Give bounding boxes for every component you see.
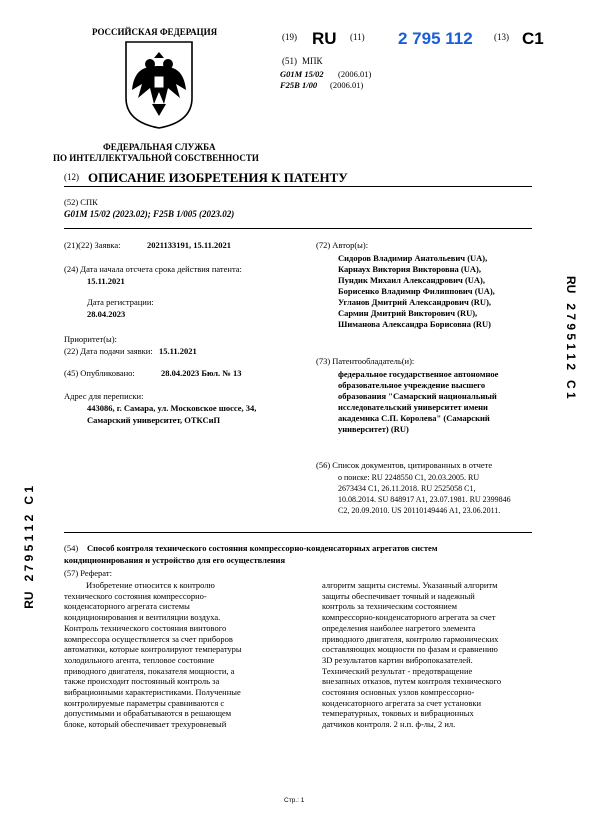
- mpk-code: (51): [282, 56, 297, 66]
- docs-line: 2673434 C1, 26.11.2018. RU 2525058 C1,: [338, 484, 476, 493]
- filing-value: 15.11.2021: [159, 346, 197, 356]
- term-label: (24) Дата начала отсчета срока действия патента:: [64, 264, 242, 274]
- holder-line: образования "Самарский национальный: [338, 391, 497, 401]
- author-item: Угланов Дмитрий Александрович (RU),: [338, 297, 492, 307]
- author-item: Пундик Михаил Александрович (UA),: [338, 275, 486, 285]
- abstract-line: 3D результатов картин вибропоказателей.: [322, 654, 473, 665]
- address-label: Адрес для переписки:: [64, 391, 144, 401]
- code-11: (11): [350, 32, 365, 42]
- term-value: 15.11.2021: [87, 276, 125, 286]
- holder-line: федеральное государственное автономное: [338, 369, 499, 379]
- docs-label: (56) Список документов, цитированных в отчете: [316, 460, 493, 470]
- title-rule: [64, 186, 532, 187]
- side-code-right: RU 2 7 9 5 1 1 2 C 1: [564, 276, 578, 399]
- docs-line: C2, 20.09.2010. US 20110149446 A1, 23.06.2011.: [338, 506, 501, 515]
- author-item: Сармин Дмитрий Викторович (RU),: [338, 308, 478, 318]
- code-19: (19): [282, 32, 297, 42]
- invention-title-line-2: кондиционирования и устройство для его осуществления: [64, 555, 286, 565]
- mpk2-class: F25B 1/00: [280, 80, 318, 90]
- application-value: 2021133191, 15.11.2021: [147, 240, 232, 250]
- document-title: ОПИСАНИЕ ИЗОБРЕТЕНИЯ К ПАТЕНТУ: [88, 170, 348, 185]
- mpk1-year: (2006.01): [338, 69, 372, 79]
- abstract-line: также происходит постоянный контроль за: [64, 676, 220, 687]
- address-line-1: 443086, г. Самара, ул. Московское шоссе, 34,: [87, 403, 257, 413]
- abstract-line: конденсаторного агрегата системы: [64, 601, 190, 612]
- side-code-left: RU 2 7 9 5 1 1 2 C 1: [22, 486, 36, 609]
- abstract-right-column: [322, 580, 554, 730]
- address-line-2: Самарский университет, ОТКСиП: [87, 415, 221, 425]
- abstract-line: технического состояния компрессорно-: [64, 590, 207, 601]
- holder-line: университет) (RU): [338, 424, 409, 434]
- federation-label: РОССИЙСКАЯ ФЕДЕРАЦИЯ: [92, 27, 218, 37]
- author-item: Карнаух Виктория Викторовна (UA),: [338, 264, 481, 274]
- abstract-line: автоматики, которые контролируют температуры: [64, 644, 242, 655]
- abstract-line: определения наиболее нагретого элемента: [322, 622, 476, 633]
- patent-number: 2 795 112: [398, 29, 473, 48]
- abstract-line: компрессорно-конденсаторного агрегата за счет: [322, 612, 496, 623]
- filing-label: (22) Дата подачи заявки:: [64, 346, 153, 356]
- author-item: Шиманова Александра Борисовна (RU): [338, 319, 492, 329]
- agency-line-2: ПО ИНТЕЛЛЕКТУАЛЬНОЙ СОБСТВЕННОСТИ: [53, 153, 259, 163]
- spk-rule: [64, 228, 532, 229]
- agency-line-1: ФЕДЕРАЛЬНАЯ СЛУЖБА: [103, 142, 216, 152]
- abstract-line: Контроль технического состояния винтового: [64, 622, 227, 633]
- abstract-line: Изобретение относится к контролю: [86, 580, 215, 590]
- holder-line: исследовательский университет имени: [338, 402, 488, 412]
- mpk1-class: G01M 15/02: [280, 69, 324, 79]
- title-code: (12): [64, 172, 79, 182]
- invention-rule: [64, 532, 532, 533]
- page-number: Стр.: 1: [284, 797, 305, 804]
- abstract-line: внезапных отказов, путем контроля технического: [322, 676, 502, 687]
- abstract-line: температурных, токовых и вибрационных: [322, 708, 474, 719]
- docs-line: о поиске: RU 2248550 C1, 20.03.2005. RU: [338, 473, 480, 482]
- mpk2-year: (2006.01): [330, 80, 364, 90]
- abstract-line: контроль за техническим состоянием: [322, 601, 457, 612]
- abstract-line: конденсаторного агрегата за счет установки: [322, 697, 482, 708]
- author-item: Сидоров Владимир Анатольевич (UA),: [338, 253, 488, 263]
- docs-line: 10.08.2014. SU 848917 A1, 23.07.1981. RU 2399846: [338, 495, 511, 504]
- abstract-line: Технический результат - предотвращение: [322, 665, 473, 676]
- abstract-line: приводного двигателя, показателя мощности, а: [64, 665, 235, 676]
- abstract-line: защиты обеспечивает точный и надежный: [322, 590, 475, 601]
- abstract-line: допустимыми и обрабатываются в решающем: [64, 708, 232, 719]
- author-list: [338, 253, 495, 330]
- registration-label: Дата регистрации:: [87, 297, 154, 307]
- abstract-label: (57) Реферат:: [64, 568, 112, 578]
- abstract-line: контролируемые параметры сравниваются с: [64, 697, 225, 708]
- country-code: RU: [312, 29, 337, 48]
- published-label: (45) Опубликовано:: [64, 368, 135, 378]
- holder-line: академика С.П. Королева" (Самарский: [338, 413, 490, 423]
- spk-label: (52) СПК: [64, 197, 98, 207]
- abstract-line: алгоритм защиты системы. Указанный алгоритм: [322, 580, 498, 590]
- abstract-line: блоке, который обеспечивает трехуровневый: [64, 719, 227, 730]
- priority-label: Приоритет(ы):: [64, 334, 117, 344]
- emblem-image: [124, 40, 194, 130]
- author-item: Борисенко Владимир Филиппович (UA),: [338, 286, 495, 296]
- kind-code: C1: [522, 29, 544, 48]
- docs-block: [338, 472, 511, 516]
- abstract-line: приводного двигателя, контролю гармонических: [322, 633, 499, 644]
- abstract-line: датчиков контроля. 2 н.п. ф-лы, 2 ил.: [322, 719, 456, 730]
- published-value: 28.04.2023 Бюл. № 13: [161, 368, 242, 378]
- abstract-line: вибрационными характеристиками. Полученные: [64, 687, 241, 698]
- abstract-line: компрессора осуществляется за счет приборов: [64, 633, 233, 644]
- authors-label: (72) Автор(ы):: [316, 240, 369, 250]
- abstract-line: холодильного агента, тепловое состояние: [64, 654, 215, 665]
- invention-title-line-1: Способ контроля технического состояния компрессорно-конденсаторных агрегатов систем: [87, 543, 438, 553]
- code-13: (13): [494, 32, 509, 42]
- registration-value: 28.04.2023: [87, 309, 126, 319]
- holder-block: [338, 369, 498, 435]
- spk-value: G01M 15/02 (2023.02); F25B 1/005 (2023.02): [64, 209, 235, 219]
- abstract-line: составляющих мощности по фазам и сравнению: [322, 644, 498, 655]
- application-label: (21)(22) Заявка:: [64, 240, 121, 250]
- abstract-line: состояния основных узлов компрессорно-: [322, 687, 475, 698]
- invention-code: (54): [64, 543, 79, 553]
- mpk-label: МПК: [302, 56, 323, 66]
- holder-label: (73) Патентообладатель(и):: [316, 356, 415, 366]
- holder-line: образовательное учреждение высшего: [338, 380, 486, 390]
- abstract-line: кондиционирования и вентиляции воздуха.: [64, 612, 221, 623]
- abstract-left-column: [64, 580, 294, 730]
